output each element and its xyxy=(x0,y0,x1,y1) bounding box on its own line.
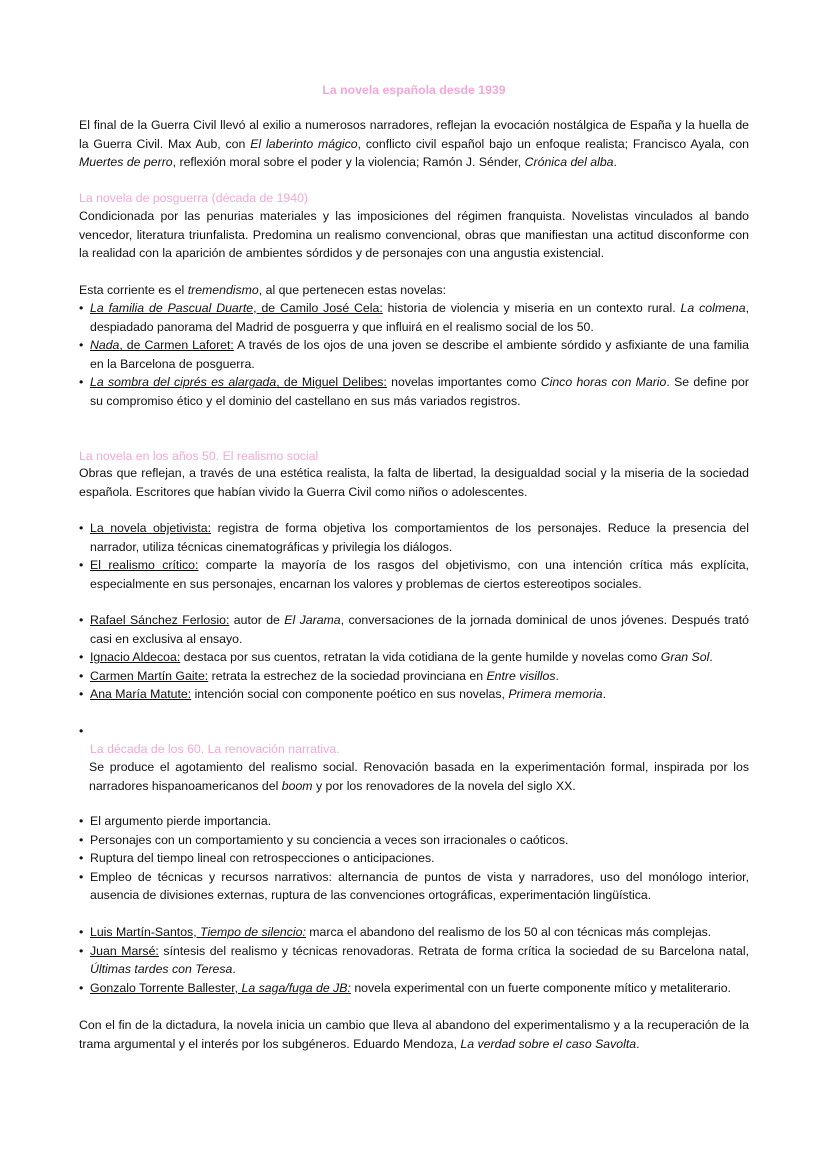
list-item: • Personajes con un comportamiento y su conciencia a veces son irracionales o caóticos. xyxy=(79,831,749,850)
realismo-types-list xyxy=(79,519,749,593)
list-item: • Carmen Martín Gaite: retrata la estrechez de la sociedad provinciana en Entre visillos. xyxy=(79,667,749,686)
bullet-glyph: • xyxy=(79,724,84,738)
list-item: • Rafael Sánchez Ferlosio: autor de El Jarama, conversaciones de la jornada dominical de unos jóvenes. Después trató casi en exclusiva al ensayo. xyxy=(79,611,749,648)
page-title: La novela española desde 1939 xyxy=(322,83,506,97)
list-item: • Nada, de Carmen Laforet: A través de los ojos de una joven se describe el ambiente sórdido y asfixiante de una familia en la Barcelona de posguerra. xyxy=(79,336,749,373)
list-item: • Ruptura del tiempo lineal con retrospecciones o anticipaciones. xyxy=(79,849,749,868)
list-item: • La sombra del ciprés es alargada, de Miguel Delibes: novelas importantes como Cinco horas con Mario. Se define por su compromiso ético y el dominio del castellano en sus más variados registros. xyxy=(79,373,749,410)
list-item: • La novela objetivista: registra de forma objetiva los comportamientos de los personajes. Reduce la presencia del narrador, utiliza técnicas cinematográficas y privilegia los diálogos. xyxy=(79,519,749,556)
list-item: • Ignacio Aldecoa: destaca por sus cuentos, retratan la vida cotidiana de la gente humilde y novelas como Gran Sol. xyxy=(79,648,749,667)
intro-paragraph: El final de la Guerra Civil llevó al exilio a numerosos narradores, reflejan la evocación nostálgica de España y la huella de la Guerra Civil. Max Aub, con El laberinto mágico, conflicto civil español bajo un enfoque realista; Francisco Ayala, con Muertes de perro, reflexión moral sobre el poder y la violencia; Ramón J. Sénder, Crónica del alba. xyxy=(79,118,749,170)
section-heading-realismo-social: La novela en los años 50. El realismo social xyxy=(79,449,319,463)
realismo-paragraph: Obras que reflejan, a través de una estética realista, la falta de libertad, la desigualdad social y la miseria de la sociedad española. Escritores que habían vivido la Guerra Civil como niños o adolescentes. xyxy=(79,466,749,499)
renovacion-authors-list xyxy=(79,923,749,997)
posguerra-paragraph: Condicionada por las penurias materiales y las imposiciones del régimen franquista. Novelistas vinculados al bando vencedor, literatura triunfalista. Predomina un realismo convencional, obras que manifiestan una actitud disconforme con la realidad con la aparición de ambientes sórdidos y de personajes con una angustia existencial. xyxy=(79,209,749,261)
renovacion-paragraph: Se produce el agotamiento del realismo social. Renovación basada en la experimentación formal, inspirada por los narradores hispanoamericanos del boom y por los renovadores de la novela del siglo XX. xyxy=(89,760,749,793)
list-item: • Juan Marsé: síntesis del realismo y técnicas renovadoras. Retrata de forma crítica la sociedad de su Barcelona natal, Últimas tardes con Teresa. xyxy=(79,942,749,979)
list-item: • La familia de Pascual Duarte, de Camilo José Cela: historia de violencia y miseria en un contexto rural. La colmena, despiadado panorama del Madrid de posguerra y que influirá en el realismo social de los 50. xyxy=(79,299,749,336)
list-item: • El realismo crítico: comparte la mayoría de los rasgos del objetivismo, con una intención crítica más explícita, especialmente en sus personajes, encarnan los valores y problemas de ciertos estereotipos sociales. xyxy=(79,556,749,593)
list-item: • Ana María Matute: intención social con componente poético en sus novelas, Primera memoria. xyxy=(79,685,749,704)
list-item: • Gonzalo Torrente Ballester, La saga/fuga de JB: novela experimental con un fuerte componente mítico y metaliterario. xyxy=(79,979,749,998)
section-heading-renovacion: La década de los 60. La renovación narrativa. xyxy=(90,742,340,756)
list-item: • Luis Martín-Santos, Tiempo de silencio: marca el abandono del realismo de los 50 al con técnicas más complejas. xyxy=(79,923,749,942)
list-item: • El argumento pierde importancia. xyxy=(79,812,749,831)
posguerra-novel-list xyxy=(79,299,749,411)
section-heading-posguerra: La novela de posguerra (década de 1940) xyxy=(79,191,309,205)
tremendismo-intro: Esta corriente es el tremendismo, al que pertenecen estas novelas: xyxy=(79,283,447,297)
realismo-authors-list xyxy=(79,611,749,704)
closing-paragraph: Con el fin de la dictadura, la novela inicia un cambio que lleva al abandono del experimentalismo y a la recuperación de la trama argumental y el interés por los subgéneros. Eduardo Mendoza, La verdad sobre el caso Savolta. xyxy=(79,1018,749,1051)
list-item: • Empleo de técnicas y recursos narrativos: alternancia de puntos de vista y narradores, uso del monólogo interior, ausencia de divisiones externas, ruptura de las convenciones ortográficas, experimentación lingüística. xyxy=(79,868,749,905)
renovacion-features-list xyxy=(79,812,749,905)
